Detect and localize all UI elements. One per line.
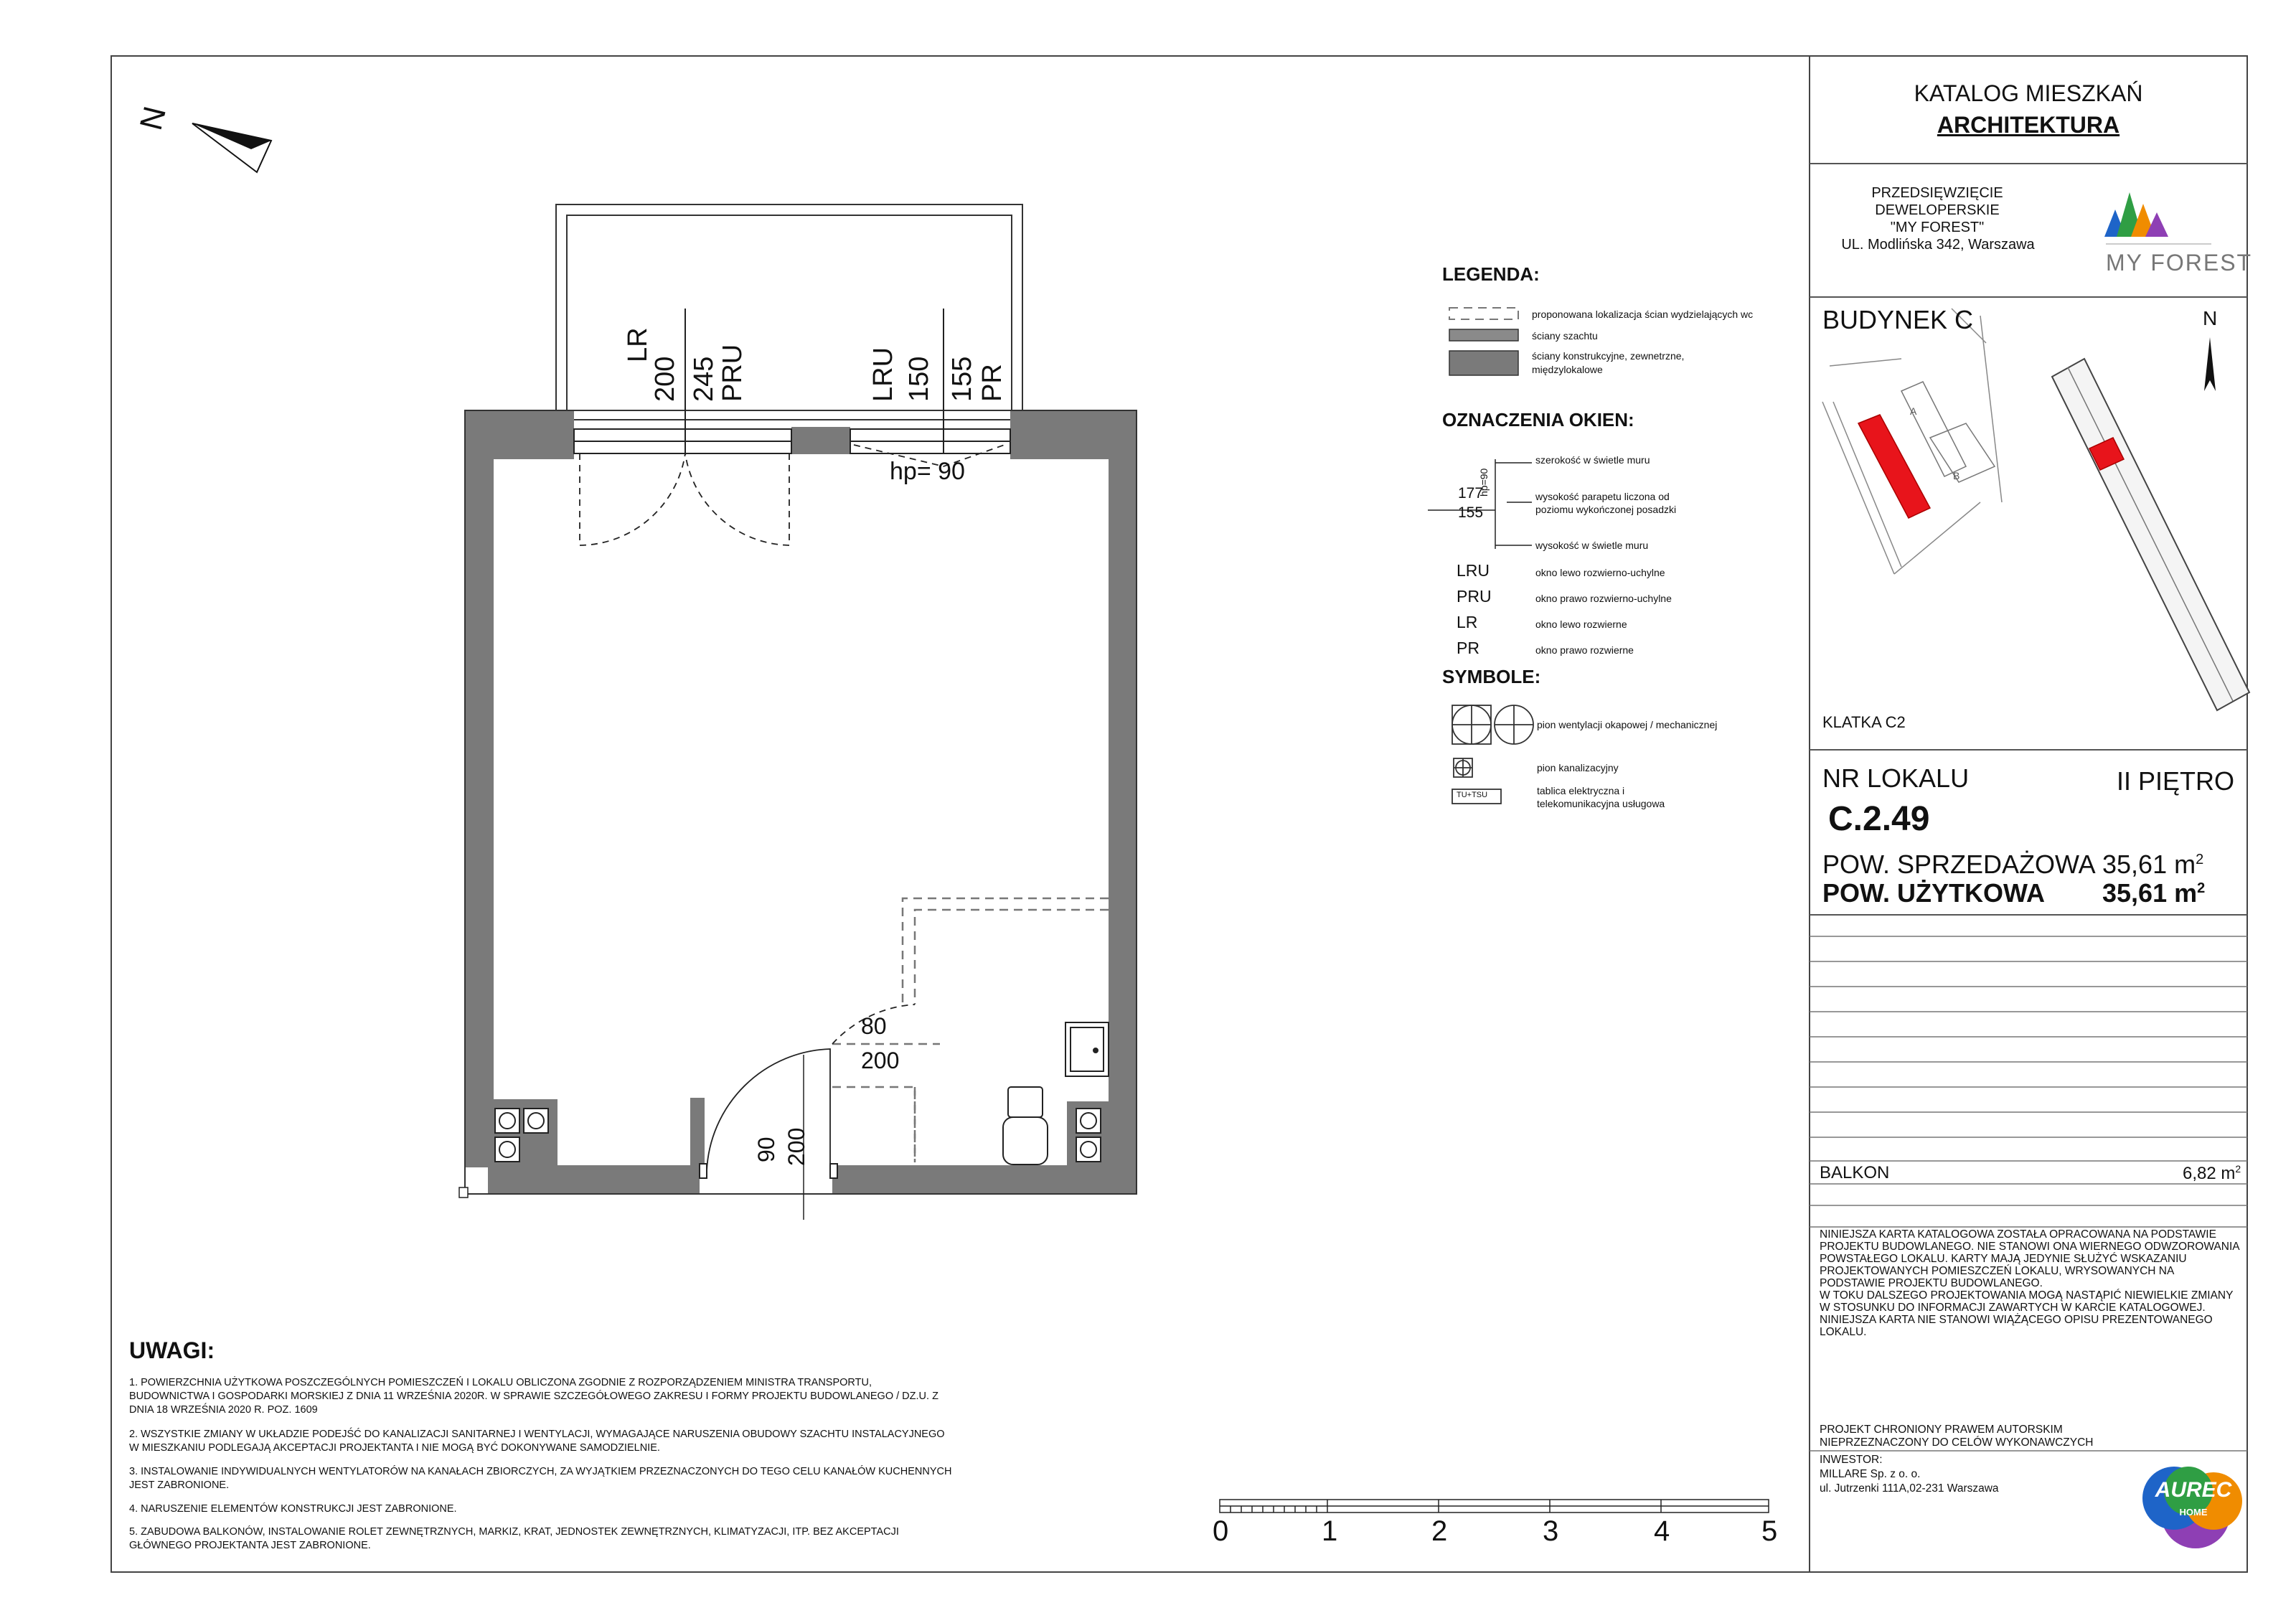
symbol-sewer-desc: pion kanalizacyjny <box>1537 762 1619 773</box>
scale-tick-label: 5 <box>1761 1515 1778 1547</box>
unit-nr-label: NR LOKALU <box>1822 763 1970 793</box>
window-sill-height: hp= 90 <box>890 458 965 485</box>
legend-item: proponowana lokalizacja ścian wydzielających wc <box>1532 309 1754 320</box>
window-sill-desc: wysokość parapetu liczona od <box>1535 491 1670 502</box>
header-subtitle: ARCHITEKTURA <box>1937 112 2120 138</box>
symbol-panel-box-label: TU+TSU <box>1457 791 1488 799</box>
title-block-rows <box>1810 936 2247 1451</box>
symbol-panel-desc: telekomunikacyjna usługowa <box>1537 798 1665 809</box>
note-item: 4. NARUSZENIE ELEMENTÓW KONSTRUKCJI JEST ZABRONIONE. <box>129 1503 457 1515</box>
window-code: LRU <box>1457 561 1490 580</box>
window-height-label: 155 <box>947 356 977 402</box>
toilet-icon <box>1003 1087 1048 1165</box>
key-plan-north: N <box>2203 307 2218 329</box>
window-type2-label: PR <box>977 364 1007 402</box>
sales-area-value: 35,61 $m^2$ <box>2102 850 2204 879</box>
legend-item: ściany konstrukcyjne, zewnetrzne, <box>1532 350 1685 362</box>
balcony-door <box>574 429 791 453</box>
window-code: PRU <box>1457 587 1492 606</box>
window <box>850 429 1010 453</box>
symbol-panel-desc: tablica elektryczna i <box>1537 785 1625 796</box>
project-line3: "MY FOREST" <box>1890 220 1985 235</box>
wing-b-label: B <box>1953 470 1960 481</box>
disclaimer: NINIEJSZA KARTA KATALOGOWA ZOSTAŁA OPRACOWANA NA PODSTAWIE PROJEKTU BUDOWLANEGO. NIE STANOWI ONA WIERNEGO ODWZOROWANIA POWSTAŁEGO LOKALU. KARTY MAJĄ JEDYNIE SŁUŻYĆ WSKAZANIU PROJEKTOWANYCH POMIESZCZEŃ LOKALU, WRYSOWANYCH NA PODSTAWIE PROJEKTU BUDOWLANEGO. W TOKU DALSZEGO PROJEKTOWANIA MOGĄ NASTĄPIĆ NIEWIELKIE ZMIANY W STOSUNKU DO INFORMACJI ZAWARTYCH W KARCIE KATALOGOWEJ. NINIEJSZA KARTA NIE STANOWI WIĄŻĄCEGO OPISU PREZENTOWANEGO LOKALU. <box>1820 1228 2240 1338</box>
door-height-label: 245 <box>689 356 719 402</box>
note-item: 2. WSZYSTKIE ZMIANY W UKŁADZIE PODEJŚĆ DO KANALIZACJI SANITARNEJ I WENTYLACJI, WYMAGAJĄCE NARUSZENIA OBUDOWY SZACHTU INSTALACYJNEGO W MIESZKANIU PODLEGAJĄ AKCEPTACJI PROJEKTANTA I NIE MOGĄ BYĆ DOKONYWANE SAMODZIELNIE. <box>129 1429 945 1454</box>
symbol-icons <box>1452 705 1533 804</box>
window-example-bottom: 155 <box>1458 504 1484 521</box>
copyright-line1: PROJEKT CHRONIONY PRAWEM AUTORSKIM <box>1820 1424 2063 1436</box>
north-arrow-icon <box>192 123 271 172</box>
scale-bar <box>1220 1500 1769 1513</box>
windows-title: OZNACZENIA OKIEN: <box>1442 409 1634 431</box>
entry-door-width: 90 <box>753 1137 779 1162</box>
window-width-desc: szerokość w świetle muru <box>1535 454 1650 466</box>
door-type-label: LR <box>623 327 653 362</box>
aurec-logo-sub: HOME <box>2179 1507 2208 1518</box>
window-code-desc: okno prawo rozwierne <box>1535 644 1634 656</box>
site-key-plan <box>1822 309 2249 710</box>
scale-tick-label: 3 <box>1543 1515 1559 1547</box>
aurec-logo-text: AUREC <box>2155 1478 2232 1502</box>
notes-title: UWAGI: <box>129 1337 215 1363</box>
wing-a-label: A <box>1910 405 1917 417</box>
project-line2: DEWELOPERSKIE <box>1875 202 2000 218</box>
window-example-top: 177 <box>1458 485 1484 502</box>
scale-tick-label: 1 <box>1322 1515 1338 1547</box>
note-item: 3. INSTALOWANIE INDYWIDUALNYCH WENTYLATORÓW NA KANAŁACH ZBIORCZYCH, ZA WYJĄTKIEM PRZEZNACZONYCH DO TEGO CELU KANAŁÓW KUCHENNYCH JEST ZABRONIONE. <box>129 1466 952 1491</box>
window-code-desc: okno prawo rozwierno-uchylne <box>1535 593 1672 604</box>
usable-area-value: 35,61 $m^2$ <box>2102 878 2206 908</box>
my-forest-logo-text: MY FOREST <box>2106 250 2253 276</box>
window-sill-desc: poziomu wykończonej posadzki <box>1535 504 1677 515</box>
legend-swatches <box>1449 308 1518 375</box>
note-item: 5. ZABUDOWA BALKONÓW, INSTALOWANIE ROLET ZEWNĘTRZNYCH, MARKIZ, KRAT, JEDNOSTEK ZEWNĘTRZNYCH, KLIMATYZACJI, ITP. BEZ AKCEPTACJI GŁÓWNEGO PROJEKTANTA JEST ZABRONIONE. <box>129 1526 899 1551</box>
legend-item: międzylokalowe <box>1532 364 1603 375</box>
investor-name: MILLARE Sp. z o. o. <box>1820 1468 1921 1480</box>
window-width-label: 150 <box>904 356 934 402</box>
door-width-label: 200 <box>650 356 680 402</box>
sales-area-label: POW. SPRZEDAŻOWA <box>1822 850 2096 879</box>
window-code-desc: okno lewo rozwierne <box>1535 618 1627 630</box>
balcony-value: 6,82 $m^2$ <box>2183 1163 2241 1183</box>
unit-floor: II PIĘTRO <box>2117 766 2235 796</box>
window-example-hp: hp=90 <box>1478 468 1490 497</box>
project-address: UL. Modlińska 342, Warszawa <box>1841 237 2035 253</box>
building-label: BUDYNEK C <box>1822 305 1974 334</box>
window-code: LR <box>1457 613 1478 631</box>
symbols-title: SYMBOLE: <box>1442 666 1541 687</box>
wc-door-width: 80 <box>861 1013 887 1039</box>
legend-item: ściany szachtu <box>1532 330 1598 342</box>
unit-number: C.2.49 <box>1828 800 1930 838</box>
entry-door-height: 200 <box>784 1127 809 1166</box>
project-line1: PRZEDSIĘWZIĘCIE <box>1871 185 2003 201</box>
structural-walls <box>465 410 1137 1194</box>
note-item: 1. POWIERZCHNIA UŻYTKOWA POSZCZEGÓLNYCH POMIESZCZEŃ I LOKALU OBLICZONA ZGODNIE Z ROZPORZĄDZENIEM MINISTRA TRANSPORTU, BUDOWNICTWA I GOSPODARKI MORSKIEJ Z DNIA 11 WRZEŚNIA 2020R. W SPRAWIE SZCZEGÓŁOWEGO ZAKRESU I FORMY PROJEKTU BUDOWLANEGO / DZ.U. Z DNIA 18 WRZEŚNIA 2020 R. POZ. 1609 <box>129 1377 938 1416</box>
window-height-desc: wysokość w świetle muru <box>1535 540 1649 551</box>
symbol-vent-desc: pion wentylacji okapowej / mechanicznej <box>1537 719 1718 730</box>
investor-address: ul. Jutrzenki 111A,02-231 Warszawa <box>1820 1482 1999 1495</box>
header-title: KATALOG MIESZKAŃ <box>1914 80 2143 106</box>
door-type2-label: PRU <box>718 344 748 402</box>
usable-area-label: POW. UŻYTKOWA <box>1822 878 2045 908</box>
legend-title: LEGENDA: <box>1442 263 1540 285</box>
klatka-label: KLATKA C2 <box>1822 713 1906 731</box>
window-type-label: LRU <box>868 347 898 402</box>
sink-icon <box>1065 1022 1109 1076</box>
scale-tick-label: 4 <box>1654 1515 1670 1547</box>
copyright-line2: NIEPRZEZNACZONY DO CELÓW WYKONAWCZYCH <box>1820 1436 2094 1449</box>
scale-tick-label: 2 <box>1431 1515 1448 1547</box>
scale-tick-label: 0 <box>1213 1515 1229 1547</box>
investor-label: INWESTOR: <box>1820 1454 1883 1466</box>
my-forest-logo <box>2104 192 2211 244</box>
plan-north-letter: N <box>133 103 174 134</box>
window-code: PR <box>1457 639 1479 657</box>
window-code-desc: okno lewo rozwierno-uchylne <box>1535 567 1665 578</box>
wc-door-height: 200 <box>861 1048 900 1073</box>
balcony-label: BALKON <box>1820 1163 1890 1182</box>
